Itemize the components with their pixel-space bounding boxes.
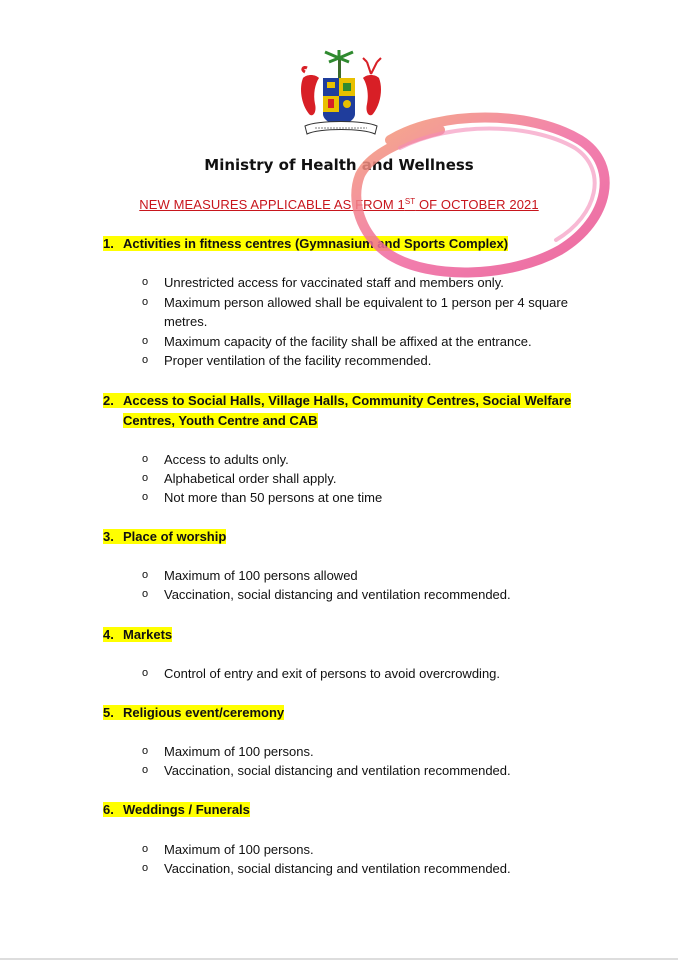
bullet-icon: o [142, 745, 149, 757]
section-title: Markets [123, 627, 173, 642]
bullet-icon: o [142, 296, 149, 308]
section-heading-4 [103, 625, 172, 645]
section-number: 3. [103, 529, 114, 544]
bullet-icon: o [142, 764, 149, 776]
subtitle-prefix: NEW MEASURES APPLICABLE AS FROM 1 [139, 197, 405, 212]
coat-of-arms-icon [297, 48, 385, 140]
bullet-icon: o [142, 491, 149, 503]
section-title: Religious event/ceremony [123, 705, 285, 720]
bullet-icon: o [142, 335, 149, 347]
section-heading-3 [103, 527, 226, 547]
section-heading-2 [103, 391, 597, 431]
section-title: Place of worship [123, 529, 227, 544]
bullet-icon: o [142, 354, 149, 366]
section-number: 5. [103, 705, 114, 720]
bullet-icon: o [142, 843, 149, 855]
section-title: Activities in fitness centres (Gymnasium and Sports Complex) [123, 236, 509, 251]
section-heading-5 [103, 703, 284, 723]
bullet-icon: o [142, 667, 149, 679]
bullet-icon: o [142, 276, 149, 288]
section-title-line1: Access to Social Halls, Village Halls, Community Centres, Social Welfare [123, 393, 572, 408]
ministry-title: Ministry of Health and Wellness [204, 156, 474, 174]
section-number: 1. [103, 236, 114, 251]
section-heading-6 [103, 800, 250, 820]
section-title-line2: Centres, Youth Centre and CAB [123, 413, 318, 428]
section-number: 4. [103, 627, 114, 642]
bullet-icon: o [142, 453, 149, 465]
section-number: 2. [103, 393, 114, 408]
bullet-icon: o [142, 588, 149, 600]
section-heading-1 [103, 234, 508, 254]
subtitle-suffix: OF OCTOBER 2021 [415, 197, 539, 212]
section-number: 6. [103, 802, 114, 817]
bullet-icon: o [142, 472, 149, 484]
subtitle-superscript: ST [404, 197, 416, 206]
bullet-icon: o [142, 862, 149, 874]
bullet-icon: o [142, 569, 149, 581]
section-title: Weddings / Funerals [123, 802, 250, 817]
measures-subtitle [0, 197, 678, 212]
